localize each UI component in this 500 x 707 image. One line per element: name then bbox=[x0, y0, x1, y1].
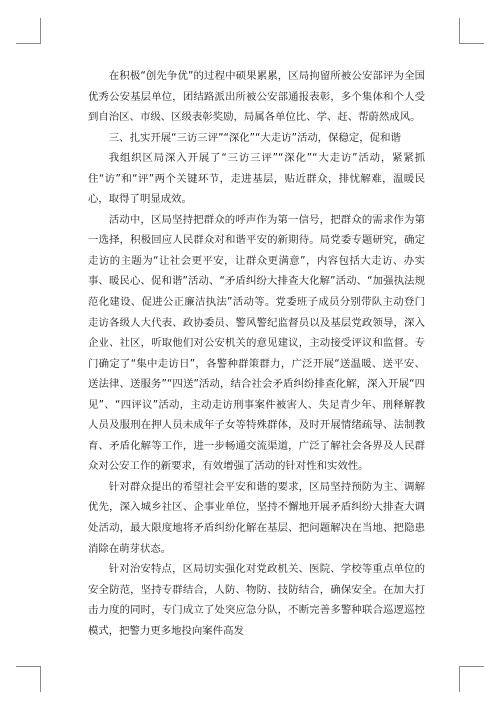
document-body bbox=[88, 66, 425, 641]
crop-mark-bottom-left-vertical bbox=[40, 666, 41, 692]
crop-mark-bottom-right-vertical bbox=[459, 666, 460, 692]
crop-mark-top-left-vertical bbox=[40, 18, 41, 44]
crop-mark-bottom-left-horizontal bbox=[16, 666, 41, 667]
crop-mark-top-right-horizontal bbox=[459, 43, 484, 44]
paragraph-activities: 活动中，区局坚持把群众的呼声作为第一信号，把群众的需求作为第一选择，积极回应人民群众对和谐平安的新期待。局党委专题研究，确定走访的主题为“让社会更平安，让群众更满意”，内容包括大走访、办实事、暖民心、促和谐”活动、“矛盾纠纷大排查大化解”活动、“加强执法规范化建设、促进公正廉洁执法”活动等。党委班子成员分别带队主动登门走访各级人大代表、政协委员、警风警纪监督员以及基层党政领导，深入企业、社区，听取他们对公安机关的意见建议，主动接受评议和监督。专门确定了“集中走访日”，各警种群策群力，广泛开展“送温暖、送平安、送法律、送服务”“四送”活动，结合社会矛盾纠纷排查化解，深入开展“四见”、“四评议”活动，主动走访刑事案件被害人、失足青少年、刑释解教人员及服刑在押人员未成年子女等特殊群体，及时开展情绪疏导、法制教育、矛盾化解等工作，进一步畅通交流渠道，广泛了解社会各界及人民群众对公安工作的新要求，有效增强了活动的针对性和实效性。 bbox=[88, 213, 425, 473]
paragraph-mediation: 针对群众提出的希望社会平安和谐的要求，区局坚持预防为主、调解优先，深入城乡社区、企事业单位，坚持不懈地开展矛盾纠纷大排查大调处活动，最大限度地将矛盾纠纷化解在基层、把问题解决在当地、把隐患消除在萌芽状态。 bbox=[88, 480, 425, 555]
paragraph-intro: 我组织区局深入开展了“三访三评”“深化”“大走访”活动，紧紧抓住“访”和“评”两个关键环节，走进基层，贴近群众，排忧解难，温暖民心，取得了明显成效。 bbox=[88, 152, 425, 206]
paragraph-achievements: 在积极“创先争优”的过程中硕果累累，区局拘留所被公安部评为全国优秀公安基层单位，团结路派出所被公安部通报表彰，多个集体和个人受到自治区、市级、区级表彰奖励，局属各单位比、学、赶、帮蔚然成风。 bbox=[88, 70, 425, 124]
paragraph-security: 针对治安特点，区局切实强化对党政机关、医院、学校等重点单位的安全防范，坚持专群结合，人防、物防、技防结合，确保安全。在加大打击力度的同时，专门成立了处突应急分队，不断完善多警种联合巡逻巡控模式，把警力更多地投向案件高发 bbox=[88, 563, 425, 637]
crop-mark-bottom-right-horizontal bbox=[459, 666, 484, 667]
crop-mark-top-left-horizontal bbox=[16, 43, 41, 44]
crop-mark-top-right-vertical bbox=[459, 18, 460, 44]
section-heading: 三、扎实开展“三访三评”“深化”“大走访”活动，保稳定，促和谐 bbox=[108, 131, 401, 144]
